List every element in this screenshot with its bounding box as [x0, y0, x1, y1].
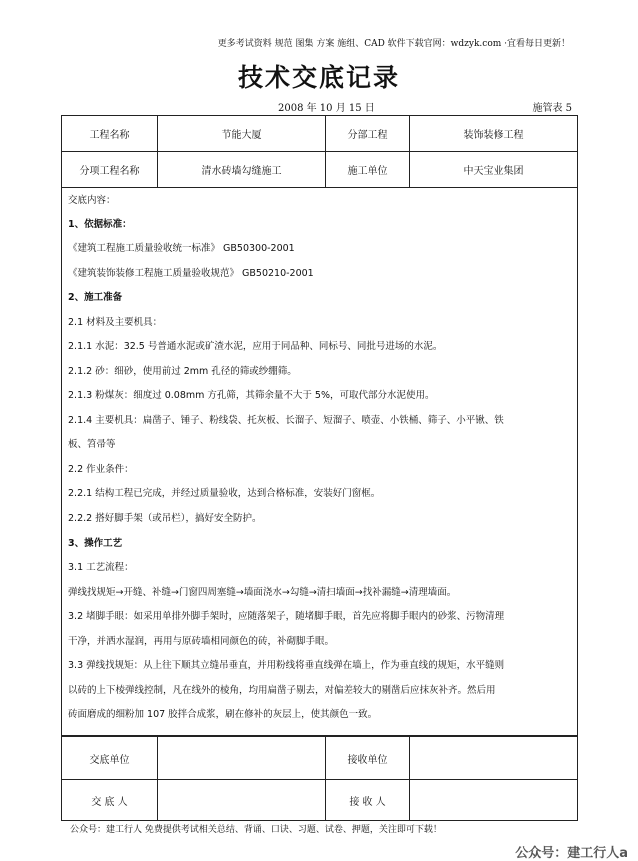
bottom-note: 公众号：建工行人 免费提供考试相关总结、背诵、口诀、习题、试卷、押题，关注即可下载！: [70, 825, 442, 835]
content-line: 2、施工准备: [68, 292, 123, 303]
content-line: 2.1.2 砂：细砂，使用前过 2mm 孔径的筛或纱绷筛。: [68, 366, 297, 377]
header-row-1: [62, 116, 578, 152]
header-row-2: [62, 152, 578, 188]
content-line: 2.1.3 粉煤灰：细度过 0.08mm 方孔筛，其筛余量不大于 5%，可取代部分水泥使用。: [68, 390, 435, 401]
page-title: 技术交底记录: [237, 63, 400, 92]
watermark: 公众号：建工行人a: [515, 846, 628, 861]
handover-unit-label: 交底单位: [62, 737, 158, 780]
content-line: 2.2 作业条件：: [68, 464, 134, 475]
receiving-person-value: [410, 780, 578, 821]
contractor-value: 中天宝业集团: [410, 152, 578, 188]
project-name-value: 节能大厦: [158, 116, 326, 152]
content-line: 以砖的上下棱弹线控制，凡在线外的棱角，均用扁凿子剔去，对偏差较大的剔凿后应抹灰补齐。然后用: [68, 685, 496, 696]
receiving-unit-value: [410, 737, 578, 780]
handover-person-value: [158, 780, 326, 821]
division-value: 装饰装修工程: [410, 116, 578, 152]
content-line: 2.2.1 结构工程已完成，并经过质量验收，达到合格标准，安装好门窗框。: [68, 488, 381, 499]
content-line: 弹线找规矩→开缝、补缝→门窗四周塞缝→墙面浇水→勾缝→清扫墙面→找补漏缝→清理墙面。: [68, 587, 457, 598]
content-line: 砖面磨成的细粉加 107 胶拌合成浆，刷在修补的灰层上，使其颜色一致。: [68, 709, 378, 720]
content-line: 交底内容：: [68, 195, 116, 206]
header-table: [61, 115, 578, 188]
content-line: 3、操作工艺: [68, 538, 123, 549]
content-line: 《建筑工程施工质量验收统一标准》 GB50300-2001: [68, 243, 295, 254]
content-line: 2.1 材料及主要机具：: [68, 317, 163, 328]
top-note: 更多考试资料 规范 图集 方案 施组、CAD 软件下载官网：wdzyk.com ·宜看每日更新！: [217, 39, 570, 49]
content-line: 干净，并洒水湿润，再用与原砖墙相同颜色的砖，补砌脚手眼。: [68, 636, 335, 647]
content-line: 2.1.4 主要机具：扁凿子、锤子、粉线袋、托灰板、长溜子、短溜子、喷壶、小铁桶、筛子、小平锹、铁: [68, 415, 504, 426]
form-number: 施管表 5: [532, 103, 572, 114]
signature-row-1: [62, 737, 578, 780]
content-line: 2.2.2 搭好脚手架（或吊栏），搞好安全防护。: [68, 513, 262, 524]
content-line: 3.1 工艺流程：: [68, 562, 134, 573]
content-line: 板、笤帚等: [68, 439, 116, 450]
handover-unit-value: [158, 737, 326, 780]
receiving-unit-label: 接收单位: [326, 737, 410, 780]
subitem-label: 分项工程名称: [62, 152, 158, 188]
content-line: 3.3 弹线找规矩：从上往下顺其立缝吊垂直，并用粉线将垂直线弹在墙上，作为垂直线的规矩，水平缝则: [68, 660, 505, 671]
division-label: 分部工程: [326, 116, 410, 152]
contractor-label: 施工单位: [326, 152, 410, 188]
project-name-label: 工程名称: [62, 116, 158, 152]
content-line: 2.1.1 水泥：32.5 号普通水泥或矿渣水泥，应用于同品种、同标号、同批号进场的水泥。: [68, 341, 443, 352]
content-line: 3.2 堵脚手眼：如采用单排外脚手架时，应随落架子，随堵脚手眼，首先应将脚手眼内的砂浆、污物清理: [68, 611, 505, 622]
receiving-person-label: 接 收 人: [326, 780, 410, 821]
subitem-value: 清水砖墙勾缝施工: [158, 152, 326, 188]
content-line: 1、依据标准：: [68, 219, 132, 230]
content-line: 《建筑装饰装修工程施工质量验收规范》 GB50210-2001: [68, 268, 314, 279]
signature-row-2: [62, 780, 578, 821]
date: 2008 年 10 月 15 日: [278, 103, 375, 114]
handover-person-label: 交 底 人: [62, 780, 158, 821]
signature-table: [61, 736, 578, 821]
handover-content: [61, 187, 578, 736]
